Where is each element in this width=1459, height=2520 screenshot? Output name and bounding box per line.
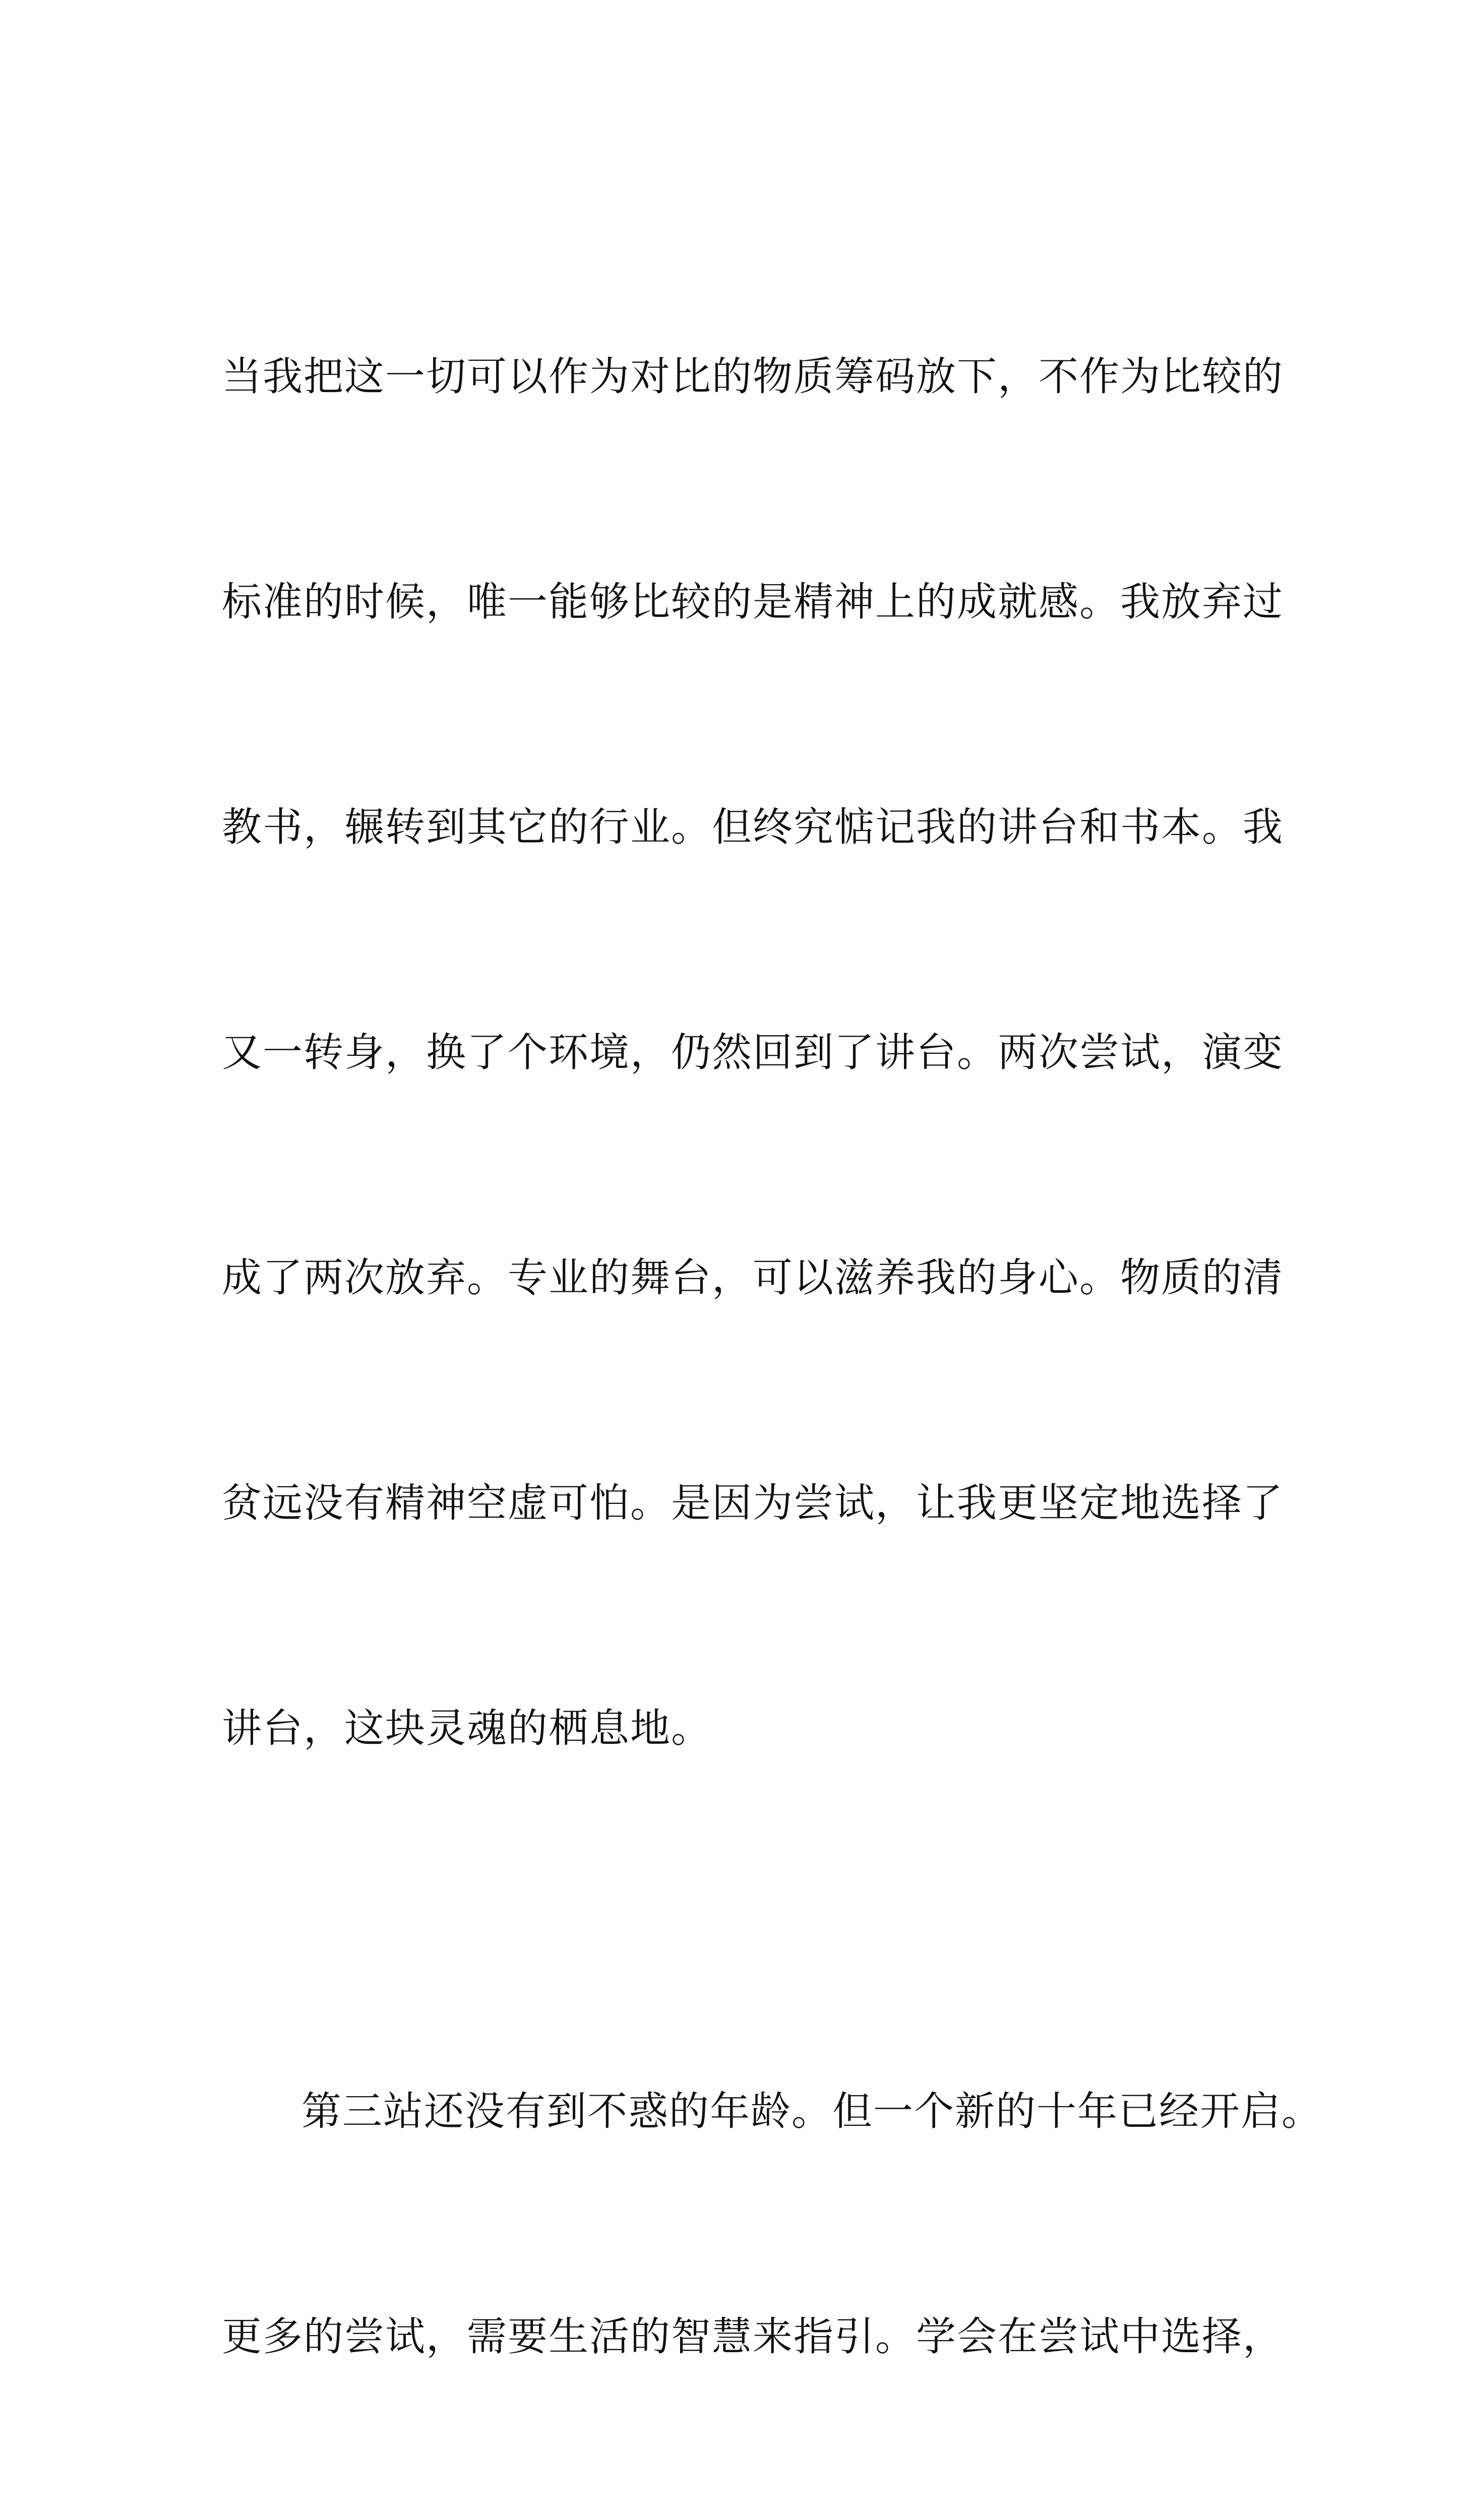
text-line: 更多的尝试，需要生活的智慧来指引。学会在尝试中选择， bbox=[222, 2313, 1284, 2360]
paragraph-2 bbox=[222, 1924, 1322, 2520]
text-line: 第三站还没有到不惑的年龄。但一个新的十年已经开启。 bbox=[301, 2088, 1322, 2134]
text-line: 教书，辗转到其它的行业。但终究惦记我的讲台和书本。我 bbox=[222, 804, 1284, 850]
text-line: 标准的时候，唯一能够比较的是精神上的成就感。我放弃过 bbox=[222, 579, 1284, 625]
text-line: 贫远没有精神空虚可怕。是因为尝试，让我更坚定地选择了 bbox=[222, 1480, 1284, 1526]
paragraph-1 bbox=[222, 189, 1284, 1916]
text-line: 又一转身，换了个环境，仍然回到了讲台。两次尝试，演变 bbox=[222, 1029, 1284, 1076]
document-body bbox=[222, 189, 1322, 2520]
text-line: 成了两次放弃。专业的舞台，可以滋养我的身心。物质的清 bbox=[222, 1254, 1284, 1301]
text-line: 当我把这一切可以作为对比的物质筹码放下，不作为比较的 bbox=[222, 353, 1284, 400]
text-line: 讲台，这块灵魂的栖息地。 bbox=[222, 1705, 712, 1751]
